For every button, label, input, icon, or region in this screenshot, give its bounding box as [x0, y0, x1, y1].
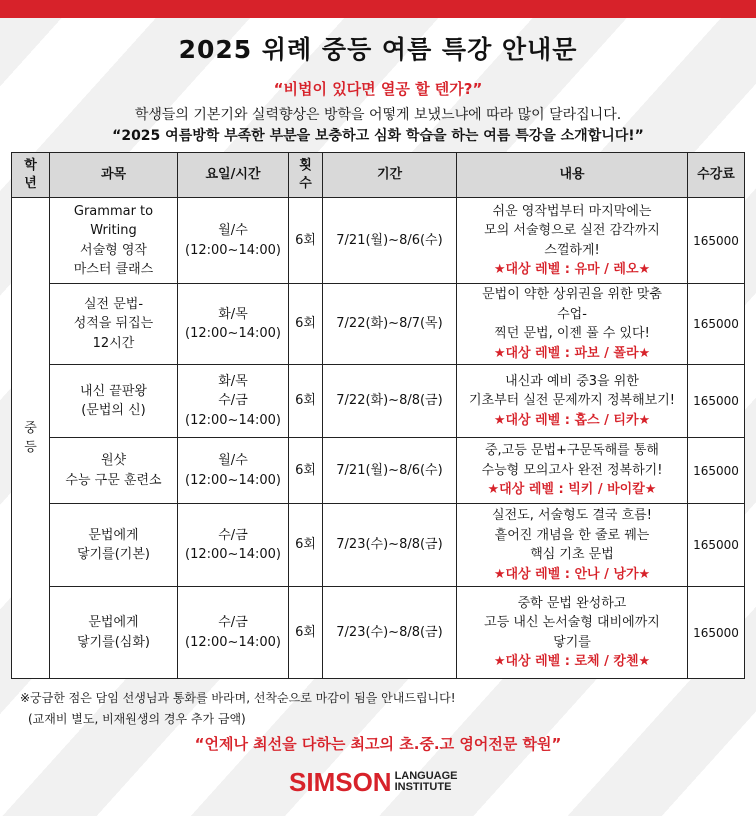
course-cell: 원샷 수능 구문 훈련소	[50, 438, 178, 504]
content-cell: 문법이 약한 상위권을 위한 맞춤 수업- 찍던 문법, 이젠 풀 수 있다! ★대상 레벨 : 파보 / 폴라★	[457, 284, 688, 365]
notice-text: ※궁금한 점은 담임 선생님과 통화를 바라며, 선착순으로 마감이 됨을 안내드립니다!	[20, 691, 456, 705]
sessions-cell: 6회	[289, 504, 323, 587]
fee-cell: 165000	[688, 284, 745, 365]
schedule-cell: 수/금 (12:00~14:00)	[178, 587, 289, 679]
table-row	[12, 198, 745, 284]
content-cell: 중학 문법 완성하고 고등 내신 논서술형 대비에까지 닿기를 ★대상 레벨 : 로체 / 캉첸★	[457, 587, 688, 679]
table-row	[12, 365, 745, 438]
fee-cell: 165000	[688, 587, 745, 679]
header-fee: 수강료	[688, 153, 745, 198]
logo-subtitle: LANGUAGE INSTITUTE	[394, 770, 458, 793]
target-level: ★대상 레벨 : 안나 / 낭가★	[493, 566, 651, 582]
course-cell: Grammar to Writing 서술형 영작 마스터 클래스	[50, 198, 178, 284]
closing-slogan: “언제나 최선을 다하는 최고의 초.중.고 영어전문 학원”	[194, 735, 562, 753]
course-cell: 문법에게 닿기를(기본)	[50, 504, 178, 587]
content-cell: 실전도, 서술형도 결국 흐름! 흩어진 개념을 한 줄로 꿰는 핵심 기초 문법 ★대상 레벨 : 안나 / 낭가★	[457, 504, 688, 587]
fee-cell: 165000	[688, 504, 745, 587]
schedule-cell: 화/목 (12:00~14:00)	[178, 284, 289, 365]
period-cell: 7/22(화)~8/8(금)	[323, 365, 457, 438]
content-cell: 중,고등 문법+구문독해를 통해 수능형 모의고사 완전 정복하기! ★대상 레벨 : 빅키 / 바이칼★	[457, 438, 688, 504]
page-title: 2025 위례 중등 여름 특강 안내문	[178, 35, 578, 64]
target-level: ★대상 레벨 : 홉스 / 티카★	[493, 412, 651, 428]
target-level: ★대상 레벨 : 로체 / 캉첸★	[493, 654, 651, 669]
top-red-bar	[0, 0, 756, 18]
header-sessions: 횟 수	[289, 153, 323, 198]
schedule-cell: 수/금 (12:00~14:00)	[178, 504, 289, 587]
simson-logo	[289, 766, 458, 798]
logo-wordmark: SIMSON	[289, 766, 392, 797]
slogan: “비법이 있다면 열공 할 텐가?”	[273, 80, 483, 98]
header-grade: 학 년	[12, 153, 50, 198]
period-cell: 7/23(수)~8/8(금)	[323, 587, 457, 679]
content-cell: 내신과 예비 중3을 위한 기초부터 실전 문제까지 정복해보기! ★대상 레벨 : 홉스 / 티카★	[457, 365, 688, 438]
course-table	[11, 152, 745, 679]
fee-cell: 165000	[688, 365, 745, 438]
header-course: 과목	[50, 153, 178, 198]
target-level: ★대상 레벨 : 파보 / 폴라★	[493, 345, 651, 361]
grade-cell: 중 등	[12, 198, 50, 679]
notice-subtext: (교재비 별도, 비재원생의 경우 추가 금액)	[28, 712, 246, 726]
sessions-cell: 6회	[289, 438, 323, 504]
header-schedule: 요일/시간	[178, 153, 289, 198]
header-period: 기간	[323, 153, 457, 198]
content-cell: 쉬운 영작법부터 마지막에는 모의 서술형으로 실전 감각까지 스껄하게! ★대상 레벨 : 유마 / 레오★	[457, 198, 688, 284]
table-row	[12, 438, 745, 504]
period-cell: 7/21(월)~8/6(수)	[323, 198, 457, 284]
schedule-cell: 월/수 (12:00~14:00)	[178, 438, 289, 504]
table-row	[12, 284, 745, 365]
period-cell: 7/22(화)~8/7(목)	[323, 284, 457, 365]
table-header-row	[12, 153, 745, 198]
schedule-cell: 화/목 수/금 (12:00~14:00)	[178, 365, 289, 438]
sessions-cell: 6회	[289, 365, 323, 438]
period-cell: 7/21(월)~8/6(수)	[323, 438, 457, 504]
table-row	[12, 504, 745, 587]
target-level: ★대상 레벨 : 빅키 / 바이칼★	[487, 482, 657, 498]
sessions-cell: 6회	[289, 284, 323, 365]
table-row	[12, 587, 745, 679]
target-level: ★대상 레벨 : 유마 / 레오★	[493, 262, 651, 277]
fee-cell: 165000	[688, 438, 745, 504]
intro-line-1: 학생들의 기본기와 실력향상은 방학을 어떻게 보냈느냐에 따라 많이 달라집니다.	[134, 107, 622, 123]
header-content: 내용	[457, 153, 688, 198]
intro-line-2: “2025 여름방학 부족한 부분을 보충하고 심화 학습을 하는 여름 특강을 소개합니다!”	[112, 128, 644, 144]
fee-cell: 165000	[688, 198, 745, 284]
course-cell: 문법에게 닿기를(심화)	[50, 587, 178, 679]
schedule-cell: 월/수 (12:00~14:00)	[178, 198, 289, 284]
period-cell: 7/23(수)~8/8(금)	[323, 504, 457, 587]
sessions-cell: 6회	[289, 587, 323, 679]
course-cell: 내신 끝판왕 (문법의 신)	[50, 365, 178, 438]
course-cell: 실전 문법- 성적을 뒤집는 12시간	[50, 284, 178, 365]
sessions-cell: 6회	[289, 198, 323, 284]
